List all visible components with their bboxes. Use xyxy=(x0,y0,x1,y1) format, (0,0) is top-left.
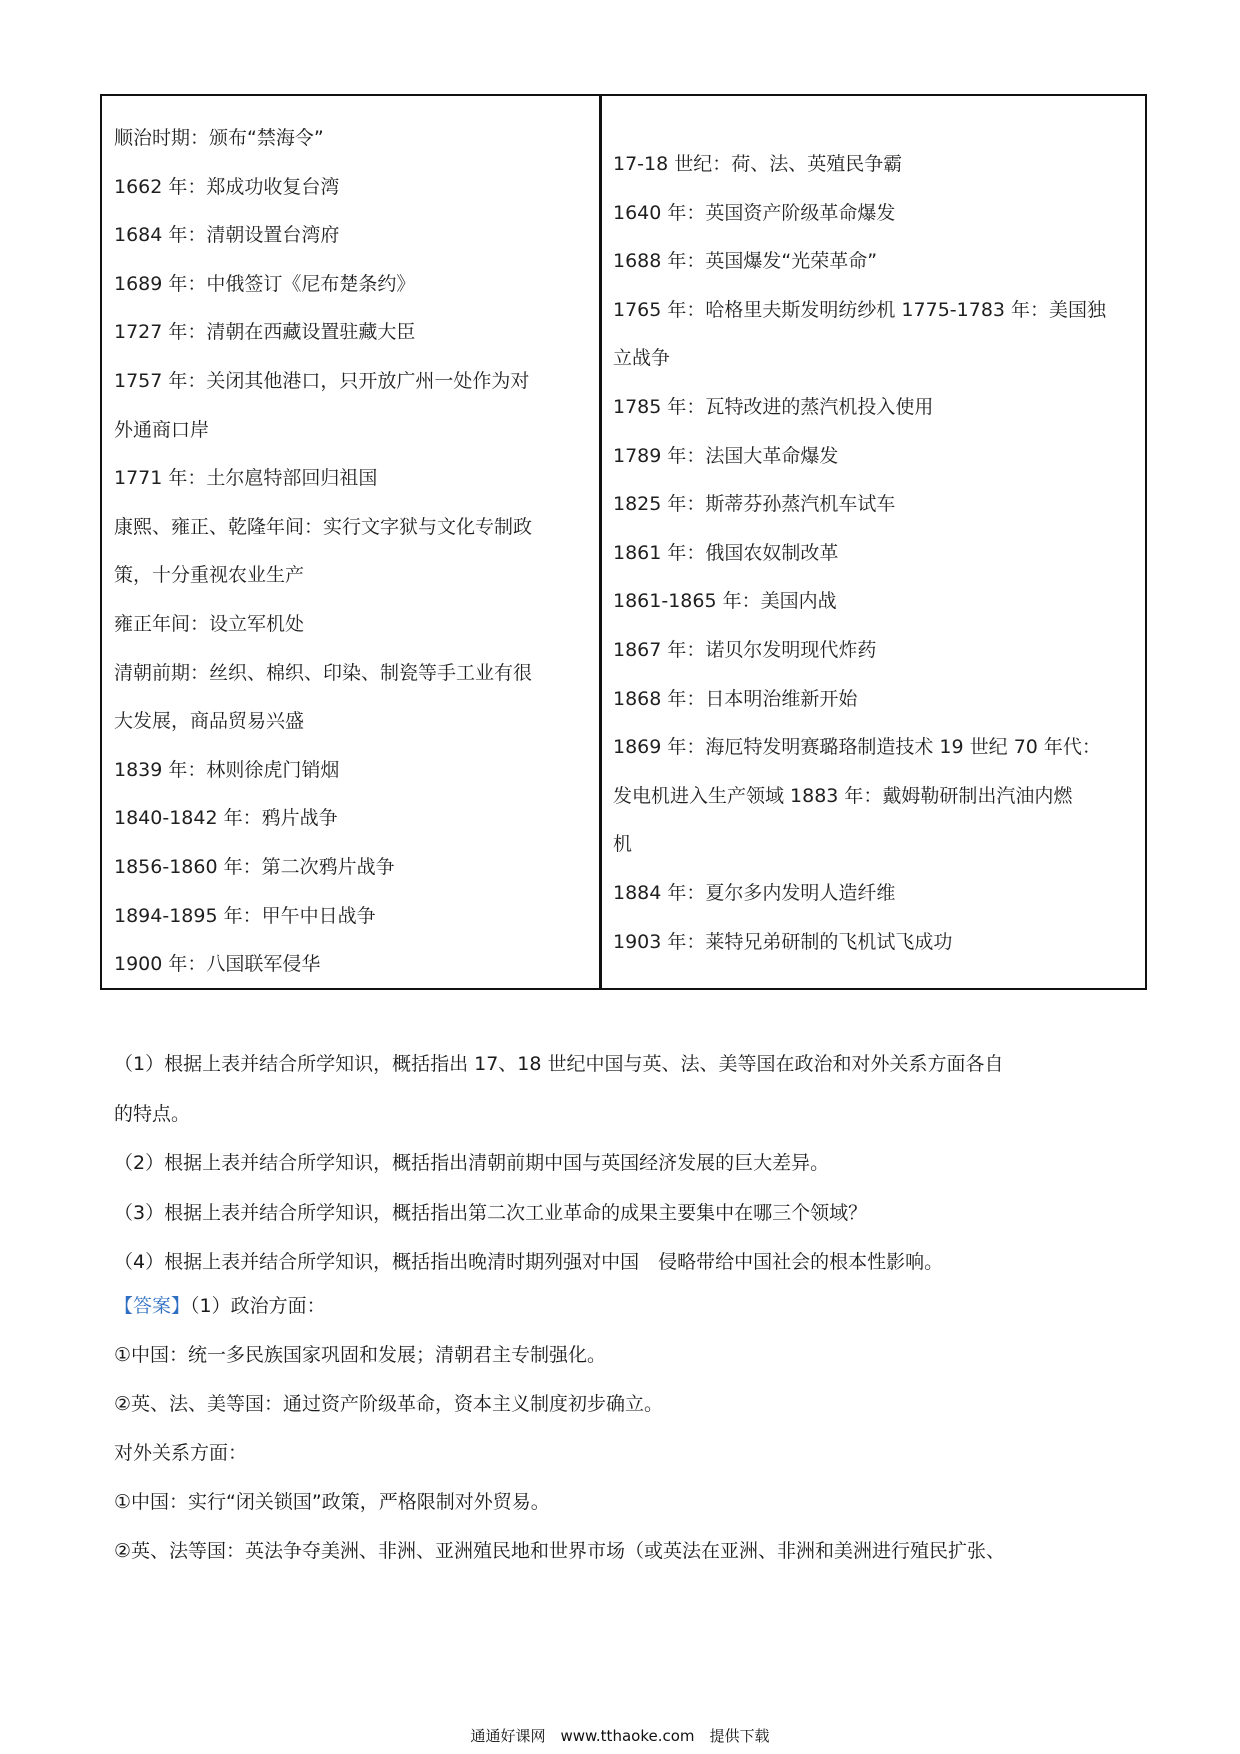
question-text: （1）根据上表并结合所学知识，概括指出 17、18 世纪中国与英、法、美等国在政治和对外关系方面各自 xyxy=(114,1053,1004,1075)
timeline-entry: 发电机进入生产领域 1883 年：戴姆勒研制出汽油内燃 xyxy=(613,784,1073,807)
answer-heading-line xyxy=(114,1282,1124,1331)
timeline-entry: 康熙、雍正、乾隆年间：实行文字狱与文化专制政 xyxy=(114,515,533,538)
timeline-entry: 1861-1865 年：美国内战 xyxy=(613,590,837,613)
timeline-entry: 1840-1842 年：鸦片战争 xyxy=(114,807,338,830)
timeline-entry: 1884 年：夏尔多内发明人造纤维 xyxy=(613,881,896,904)
question-text: （4）根据上表并结合所学知识，概括指出晚清时期列强对中国 侵略带给中国社会的根本性影响。 xyxy=(114,1251,944,1273)
timeline-entry: 1861 年：俄国农奴制改革 xyxy=(613,541,839,564)
timeline-entry: 策，十分重视农业生产 xyxy=(114,564,305,587)
timeline-entry: 1903 年：莱特兄弟研制的飞机试飞成功 xyxy=(613,930,953,953)
timeline-entry: 1869 年：海厄特发明赛璐珞制造技术 19 世纪 70 年代： xyxy=(613,736,1101,759)
timeline-entry: 机 xyxy=(613,833,633,856)
answer-line: 对外关系方面： xyxy=(114,1442,248,1464)
timeline-entry: 17-18 世纪：荷、法、英殖民争霸 xyxy=(613,153,903,175)
timeline-entry: 1771 年：土尔扈特部回归祖国 xyxy=(114,467,378,490)
world-timeline-column xyxy=(613,96,1137,966)
timeline-entry: 1727 年：清朝在西藏设置驻藏大臣 xyxy=(114,321,416,344)
timeline-entry: 1662 年：郑成功收复台湾 xyxy=(114,175,340,198)
question-text: 的特点。 xyxy=(114,1102,191,1125)
timeline-entry: 1825 年：斯蒂芬孙蒸汽机车试车 xyxy=(613,493,896,516)
timeline-entry: 1757 年：关闭其他港口，只开放广州一处作为对 xyxy=(114,369,530,392)
timeline-entry: 1868 年：日本明治维新开始 xyxy=(613,687,858,710)
question-list xyxy=(114,1040,1124,1288)
timeline-entry: 1839 年：林则徐虎门销烟 xyxy=(114,758,340,781)
answer-line: ②英、法等国：英法争夺美洲、非洲、亚洲殖民地和世界市场（或英法在亚洲、非洲和美洲进行殖民扩张、 xyxy=(114,1540,1006,1562)
timeline-entry: 1894-1895 年：甲午中日战争 xyxy=(114,904,376,927)
timeline-entry: 1900 年：八国联军侵华 xyxy=(114,953,321,976)
timeline-entry: 1867 年：诺贝尔发明现代炸药 xyxy=(613,638,877,661)
page-footer: 通通好课网 www.tthaoke.com 提供下载 xyxy=(470,1727,770,1745)
answer-line: ①中国：统一多民族国家巩固和发展；清朝君主专制强化。 xyxy=(114,1344,607,1366)
column-divider xyxy=(599,96,602,988)
timeline-entry: 外通商口岸 xyxy=(114,418,210,441)
timeline-entry: 雍正年间：设立军机处 xyxy=(114,612,305,635)
timeline-entry: 1856-1860 年：第二次鸦片战争 xyxy=(114,855,395,878)
answer-heading-text: （1）政治方面： xyxy=(190,1295,326,1317)
timeline-entry: 立战争 xyxy=(613,347,671,370)
question-text: （2）根据上表并结合所学知识，概括指出清朝前期中国与英国经济发展的巨大差异。 xyxy=(114,1152,830,1174)
timeline-entry: 1689 年：中俄签订《尼布楚条约》 xyxy=(114,272,416,295)
timeline-entry: 清朝前期：丝织、棉织、印染、制瓷等手工业有很 xyxy=(114,661,533,684)
timeline-entry: 顺治时期：颁布“禁海令” xyxy=(114,127,324,149)
answer-label: 【答案】 xyxy=(114,1295,191,1317)
timeline-entry: 大发展，商品贸易兴盛 xyxy=(114,710,305,733)
question-text: （3）根据上表并结合所学知识，概括指出第二次工业革命的成果主要集中在哪三个领域？ xyxy=(114,1201,868,1224)
china-timeline-column xyxy=(114,96,592,989)
timeline-entry: 1688 年：英国爆发“光荣革命” xyxy=(613,250,878,273)
timeline-table xyxy=(100,94,1147,990)
timeline-entry: 1785 年：瓦特改进的蒸汽机投入使用 xyxy=(613,395,934,418)
answer-line: ①中国：实行“闭关锁国”政策，严格限制对外贸易。 xyxy=(114,1491,550,1513)
timeline-entry: 1789 年：法国大革命爆发 xyxy=(613,444,839,467)
answer-line: ②英、法、美等国：通过资产阶级革命，资本主义制度初步确立。 xyxy=(114,1393,664,1415)
timeline-entry: 1640 年：英国资产阶级革命爆发 xyxy=(613,201,896,224)
timeline-entry: 1684 年：清朝设置台湾府 xyxy=(114,224,340,247)
timeline-entry: 1765 年：哈格里夫斯发明纺纱机 1775-1783 年：美国独 xyxy=(613,298,1107,321)
answer-section xyxy=(114,1282,1124,1576)
